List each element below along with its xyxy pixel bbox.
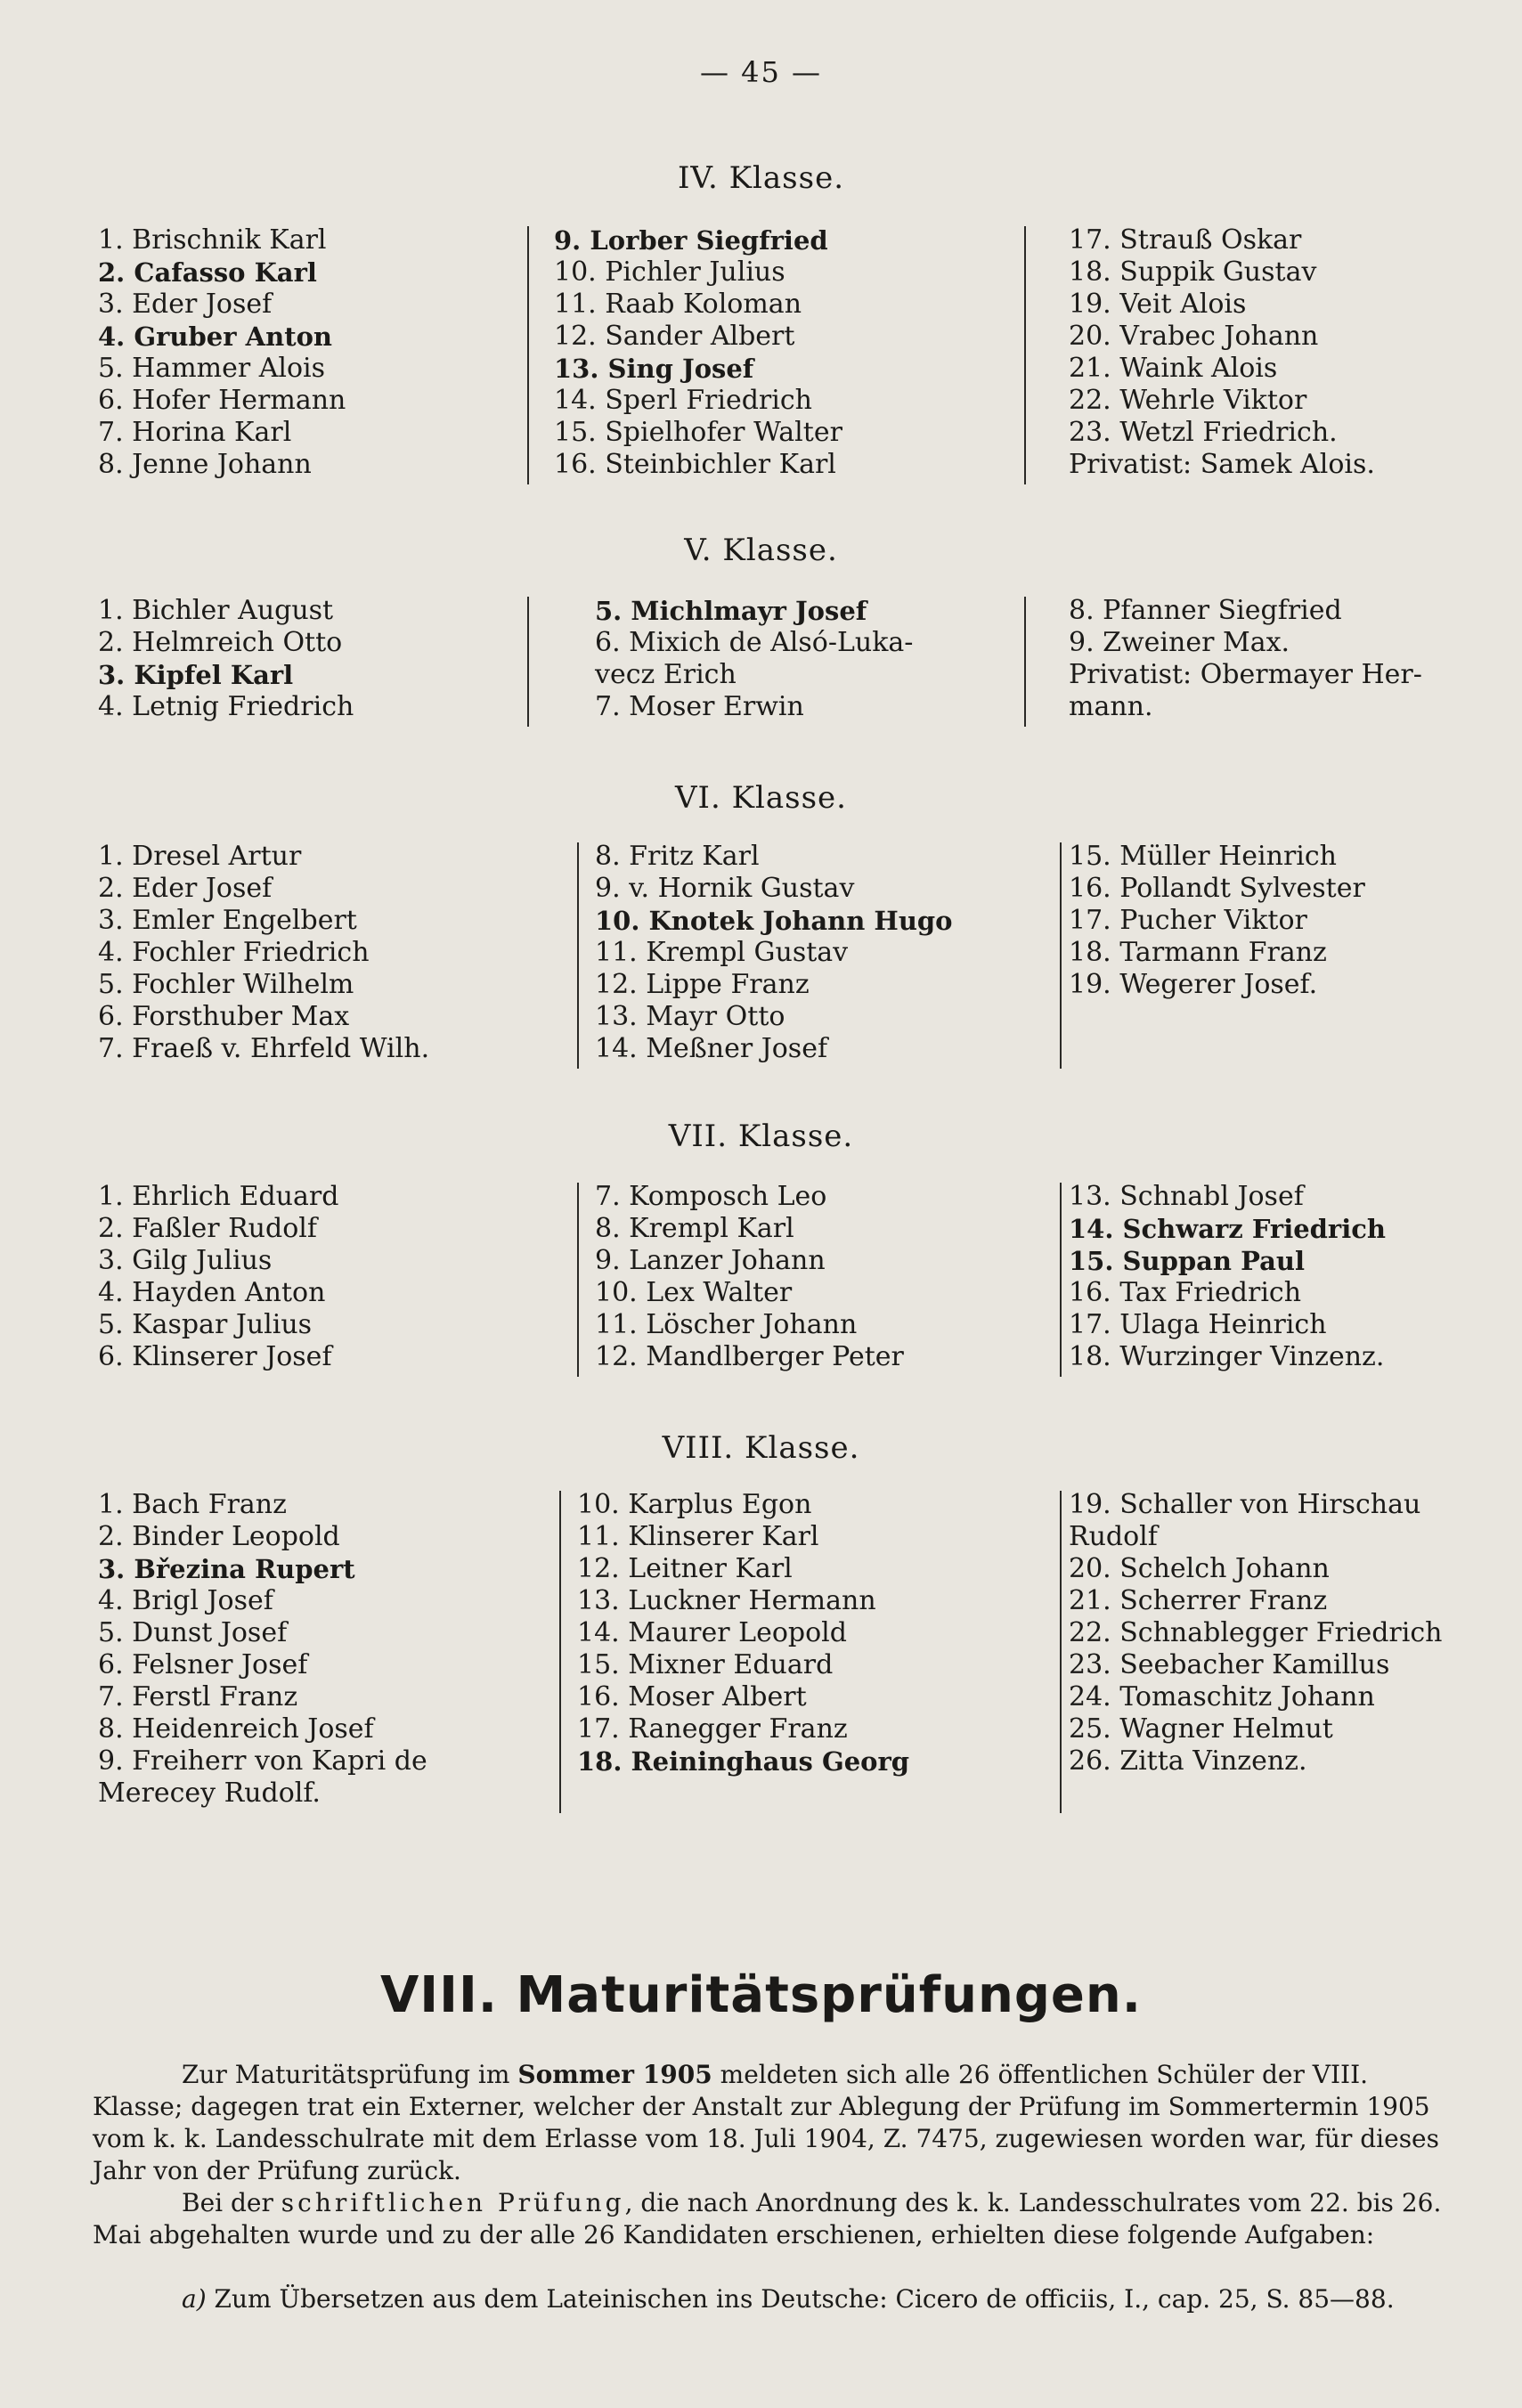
- column-divider: [559, 1491, 561, 1813]
- student-entry: 19. Schaller von Hirschau: [1069, 1489, 1421, 1520]
- student-entry: 2. Eder Josef: [98, 873, 273, 904]
- student-entry: Privatist: Samek Alois.: [1069, 449, 1375, 480]
- klasse-v-column-3: [1069, 595, 1422, 723]
- student-entry: 4. Brigl Josef: [98, 1585, 273, 1616]
- student-entry: Merecey Rudolf.: [98, 1778, 321, 1809]
- student-entry: 6. Hofer Hermann: [98, 385, 346, 416]
- klasse-vii-column-2: [595, 1181, 904, 1373]
- student-entry: 3. Kipfel Karl: [98, 660, 294, 690]
- klasse-iv-column-2: [554, 224, 842, 481]
- student-entry: 7. Moser Erwin: [595, 691, 804, 722]
- student-entry: 22. Schnablegger Friedrich: [1069, 1617, 1443, 1648]
- student-entry: 4. Hayden Anton: [98, 1277, 326, 1308]
- student-entry: 9. v. Hornik Gustav: [595, 873, 855, 904]
- student-entry: 15. Mixner Eduard: [577, 1649, 834, 1680]
- student-entry: 8. Krempl Karl: [595, 1213, 794, 1244]
- klasse-viii-column-2: [577, 1489, 909, 1778]
- student-entry: 15. Müller Heinrich: [1069, 841, 1337, 872]
- student-entry: 6. Felsner Josef: [98, 1649, 308, 1680]
- student-entry: 9. Freiherr von Kapri de: [98, 1745, 427, 1777]
- student-entry: 15. Spielhofer Walter: [554, 417, 842, 448]
- page-number: — 45 —: [699, 55, 823, 89]
- column-divider: [1060, 1183, 1062, 1377]
- klasse-viii-column-3: [1069, 1489, 1443, 1778]
- column-divider: [577, 842, 579, 1069]
- column-divider: [527, 226, 529, 484]
- student-entry: 14. Sperl Friedrich: [554, 385, 812, 416]
- student-entry: 11. Raab Koloman: [554, 289, 802, 320]
- student-entry: 12. Lippe Franz: [595, 969, 810, 1000]
- student-entry: 11. Klinserer Karl: [577, 1521, 819, 1552]
- klasse-viii-column-1: [98, 1489, 427, 1810]
- column-divider: [577, 1183, 579, 1377]
- student-entry: 10. Karplus Egon: [577, 1489, 812, 1520]
- klasse-iv-column-1: [98, 224, 346, 481]
- column-divider: [527, 597, 529, 727]
- student-entry: 23. Wetzl Friedrich.: [1069, 417, 1338, 448]
- student-entry: 7. Horina Karl: [98, 417, 292, 448]
- student-entry: 7. Ferstl Franz: [98, 1681, 298, 1712]
- student-entry: 15. Suppan Paul: [1069, 1246, 1306, 1276]
- klasse-v-title: V. Klasse.: [684, 533, 838, 568]
- student-entry: 19. Veit Alois: [1069, 289, 1247, 320]
- student-entry: 5. Fochler Wilhelm: [98, 969, 354, 1000]
- paragraph-text: Bei der: [182, 2188, 281, 2217]
- student-entry: 12. Leitner Karl: [577, 1553, 793, 1584]
- student-entry: 11. Löscher Johann: [595, 1309, 858, 1340]
- student-entry: Rudolf: [1069, 1521, 1158, 1552]
- paragraph-emphasis: Sommer 1905: [517, 2060, 712, 2089]
- klasse-vii-title: VII. Klasse.: [668, 1119, 854, 1154]
- paragraph-text: meldeten sich alle 26 öffentlichen Schüler der VIII. Klasse; dagegen trat ein Externer, welcher der Anstalt zur Ablegung der Prüfung im Sommertermin 1905 vom k. k. Landesschulrate mit dem Erlasse vom 18. Juli 1904, Z. 7475, zugewiesen worden war, für dieses Jahr von der Prüfung zurück.: [93, 2060, 1439, 2185]
- student-entry: mann.: [1069, 691, 1153, 722]
- student-entry: 8. Fritz Karl: [595, 841, 760, 872]
- student-entry: 13. Schnabl Josef: [1069, 1181, 1304, 1212]
- klasse-vi-column-1: [98, 841, 429, 1065]
- klasse-vi-column-3: [1069, 841, 1365, 1001]
- student-entry: 17. Ulaga Heinrich: [1069, 1309, 1327, 1340]
- paragraph-text: Zur Maturitätsprüfung im: [182, 2060, 518, 2089]
- klasse-iv-title: IV. Klasse.: [677, 160, 845, 196]
- student-entry: 17. Strauß Oskar: [1069, 224, 1302, 256]
- student-entry: 9. Zweiner Max.: [1069, 627, 1290, 658]
- student-entry: 10. Lex Walter: [595, 1277, 793, 1308]
- student-entry: 10. Knotek Johann Hugo: [595, 906, 953, 936]
- student-entry: 2. Cafasso Karl: [98, 257, 317, 288]
- student-entry: 8. Heidenreich Josef: [98, 1713, 374, 1745]
- student-entry: 6. Klinserer Josef: [98, 1341, 332, 1372]
- paragraph-emphasis: schriftlichen Prüfung: [281, 2188, 625, 2217]
- student-entry: 26. Zitta Vinzenz.: [1069, 1745, 1307, 1777]
- student-entry: 14. Meßner Josef: [595, 1033, 828, 1064]
- student-entry: 8. Pfanner Siegfried: [1069, 595, 1342, 626]
- section-heading: VIII. Maturitätsprüfungen.: [379, 1966, 1143, 2024]
- list-label: a): [182, 2284, 207, 2314]
- klasse-viii-title: VIII. Klasse.: [662, 1430, 860, 1466]
- paragraph-written-exam: [93, 2187, 1455, 2251]
- column-divider: [1060, 1491, 1062, 1813]
- student-entry: 4. Gruber Anton: [98, 321, 333, 352]
- student-entry: 3. Eder Josef: [98, 289, 273, 320]
- student-entry: 5. Kaspar Julius: [98, 1309, 313, 1340]
- student-entry: 3. Březina Rupert: [98, 1554, 355, 1584]
- student-entry: 13. Luckner Hermann: [577, 1585, 876, 1616]
- student-entry: 5. Hammer Alois: [98, 353, 326, 384]
- student-entry: Privatist: Obermayer Her-: [1069, 659, 1422, 690]
- student-entry: 23. Seebacher Kamillus: [1069, 1649, 1390, 1680]
- student-entry: 5. Dunst Josef: [98, 1617, 288, 1648]
- student-entry: 17. Pucher Viktor: [1069, 905, 1307, 936]
- student-entry: 9. Lorber Siegfried: [554, 225, 828, 256]
- student-entry: 16. Pollandt Sylvester: [1069, 873, 1365, 904]
- student-entry: 1. Bach Franz: [98, 1489, 287, 1520]
- student-entry: 13. Sing Josef: [554, 354, 754, 384]
- paragraph-text: Zum Übersetzen aus dem Lateinischen ins Deutsche: Cicero de officiis, I., cap. 25, S. 85—88.: [206, 2284, 1395, 2314]
- student-entry: 16. Steinbichler Karl: [554, 449, 836, 480]
- student-entry: 2. Binder Leopold: [98, 1521, 340, 1552]
- student-entry: 24. Tomaschitz Johann: [1069, 1681, 1375, 1712]
- student-entry: 5. Michlmayr Josef: [595, 596, 867, 626]
- student-entry: 16. Moser Albert: [577, 1681, 807, 1712]
- student-entry: 10. Pichler Julius: [554, 256, 785, 288]
- student-entry: 20. Vrabec Johann: [1069, 321, 1319, 352]
- klasse-vi-column-2: [595, 841, 953, 1065]
- student-entry: 20. Schelch Johann: [1069, 1553, 1330, 1584]
- student-entry: 12. Mandlberger Peter: [595, 1341, 904, 1372]
- student-entry: 22. Wehrle Viktor: [1069, 385, 1307, 416]
- klasse-v-column-1: [98, 595, 354, 723]
- student-entry: 11. Krempl Gustav: [595, 937, 849, 968]
- student-entry: 14. Schwarz Friedrich: [1069, 1214, 1386, 1244]
- student-entry: 13. Mayr Otto: [595, 1001, 785, 1032]
- student-entry: 7. Komposch Leo: [595, 1181, 827, 1212]
- klasse-vi-title: VI. Klasse.: [675, 780, 847, 816]
- student-entry: 6. Forsthuber Max: [98, 1001, 350, 1032]
- student-entry: 18. Tarmann Franz: [1069, 937, 1327, 968]
- student-entry: 18. Wurzinger Vinzenz.: [1069, 1341, 1385, 1372]
- student-entry: 2. Faßler Rudolf: [98, 1213, 317, 1244]
- student-entry: 4. Fochler Friedrich: [98, 937, 370, 968]
- student-entry: 6. Mixich de Alsó-Luka-: [595, 627, 914, 658]
- column-divider: [1024, 597, 1026, 727]
- klasse-iv-column-3: [1069, 224, 1375, 481]
- student-entry: 4. Letnig Friedrich: [98, 691, 354, 722]
- student-entry: 1. Bichler August: [98, 595, 334, 626]
- column-divider: [1024, 226, 1026, 484]
- student-entry: 25. Wagner Helmut: [1069, 1713, 1333, 1745]
- student-entry: 1. Brischnik Karl: [98, 224, 327, 256]
- student-entry: 8. Jenne Johann: [98, 449, 312, 480]
- column-divider: [1060, 842, 1062, 1069]
- paragraph-task-a: [93, 2283, 1455, 2315]
- student-entry: 19. Wegerer Josef.: [1069, 969, 1318, 1000]
- student-entry: 9. Lanzer Johann: [595, 1245, 826, 1276]
- klasse-vii-column-3: [1069, 1181, 1386, 1373]
- student-entry: 2. Helmreich Otto: [98, 627, 343, 658]
- student-entry: 21. Scherrer Franz: [1069, 1585, 1328, 1616]
- student-entry: 1. Ehrlich Eduard: [98, 1181, 339, 1212]
- klasse-v-column-2: [595, 595, 913, 723]
- student-entry: 18. Reininghaus Georg: [577, 1746, 910, 1777]
- student-entry: vecz Erich: [595, 659, 737, 690]
- student-entry: 1. Dresel Artur: [98, 841, 302, 872]
- student-entry: 12. Sander Albert: [554, 321, 795, 352]
- student-entry: 18. Suppik Gustav: [1069, 256, 1317, 288]
- student-entry: 16. Tax Friedrich: [1069, 1277, 1302, 1308]
- student-entry: 21. Waink Alois: [1069, 353, 1278, 384]
- student-entry: 3. Gilg Julius: [98, 1245, 273, 1276]
- student-entry: 14. Maurer Leopold: [577, 1617, 847, 1648]
- paragraph-registration: [93, 2059, 1455, 2187]
- klasse-vii-column-1: [98, 1181, 338, 1373]
- student-entry: 17. Ranegger Franz: [577, 1713, 848, 1745]
- student-entry: 7. Fraeß v. Ehrfeld Wilh.: [98, 1033, 430, 1064]
- student-entry: 3. Emler Engelbert: [98, 905, 357, 936]
- paragraph-text: , die nach Anordnung des k. k. Landesschulrates vom 22. bis 26. Mai abgehalten wurde und zu der alle 26 Kandidaten erschienen, erhielten diese folgende Aufgaben:: [93, 2188, 1442, 2249]
